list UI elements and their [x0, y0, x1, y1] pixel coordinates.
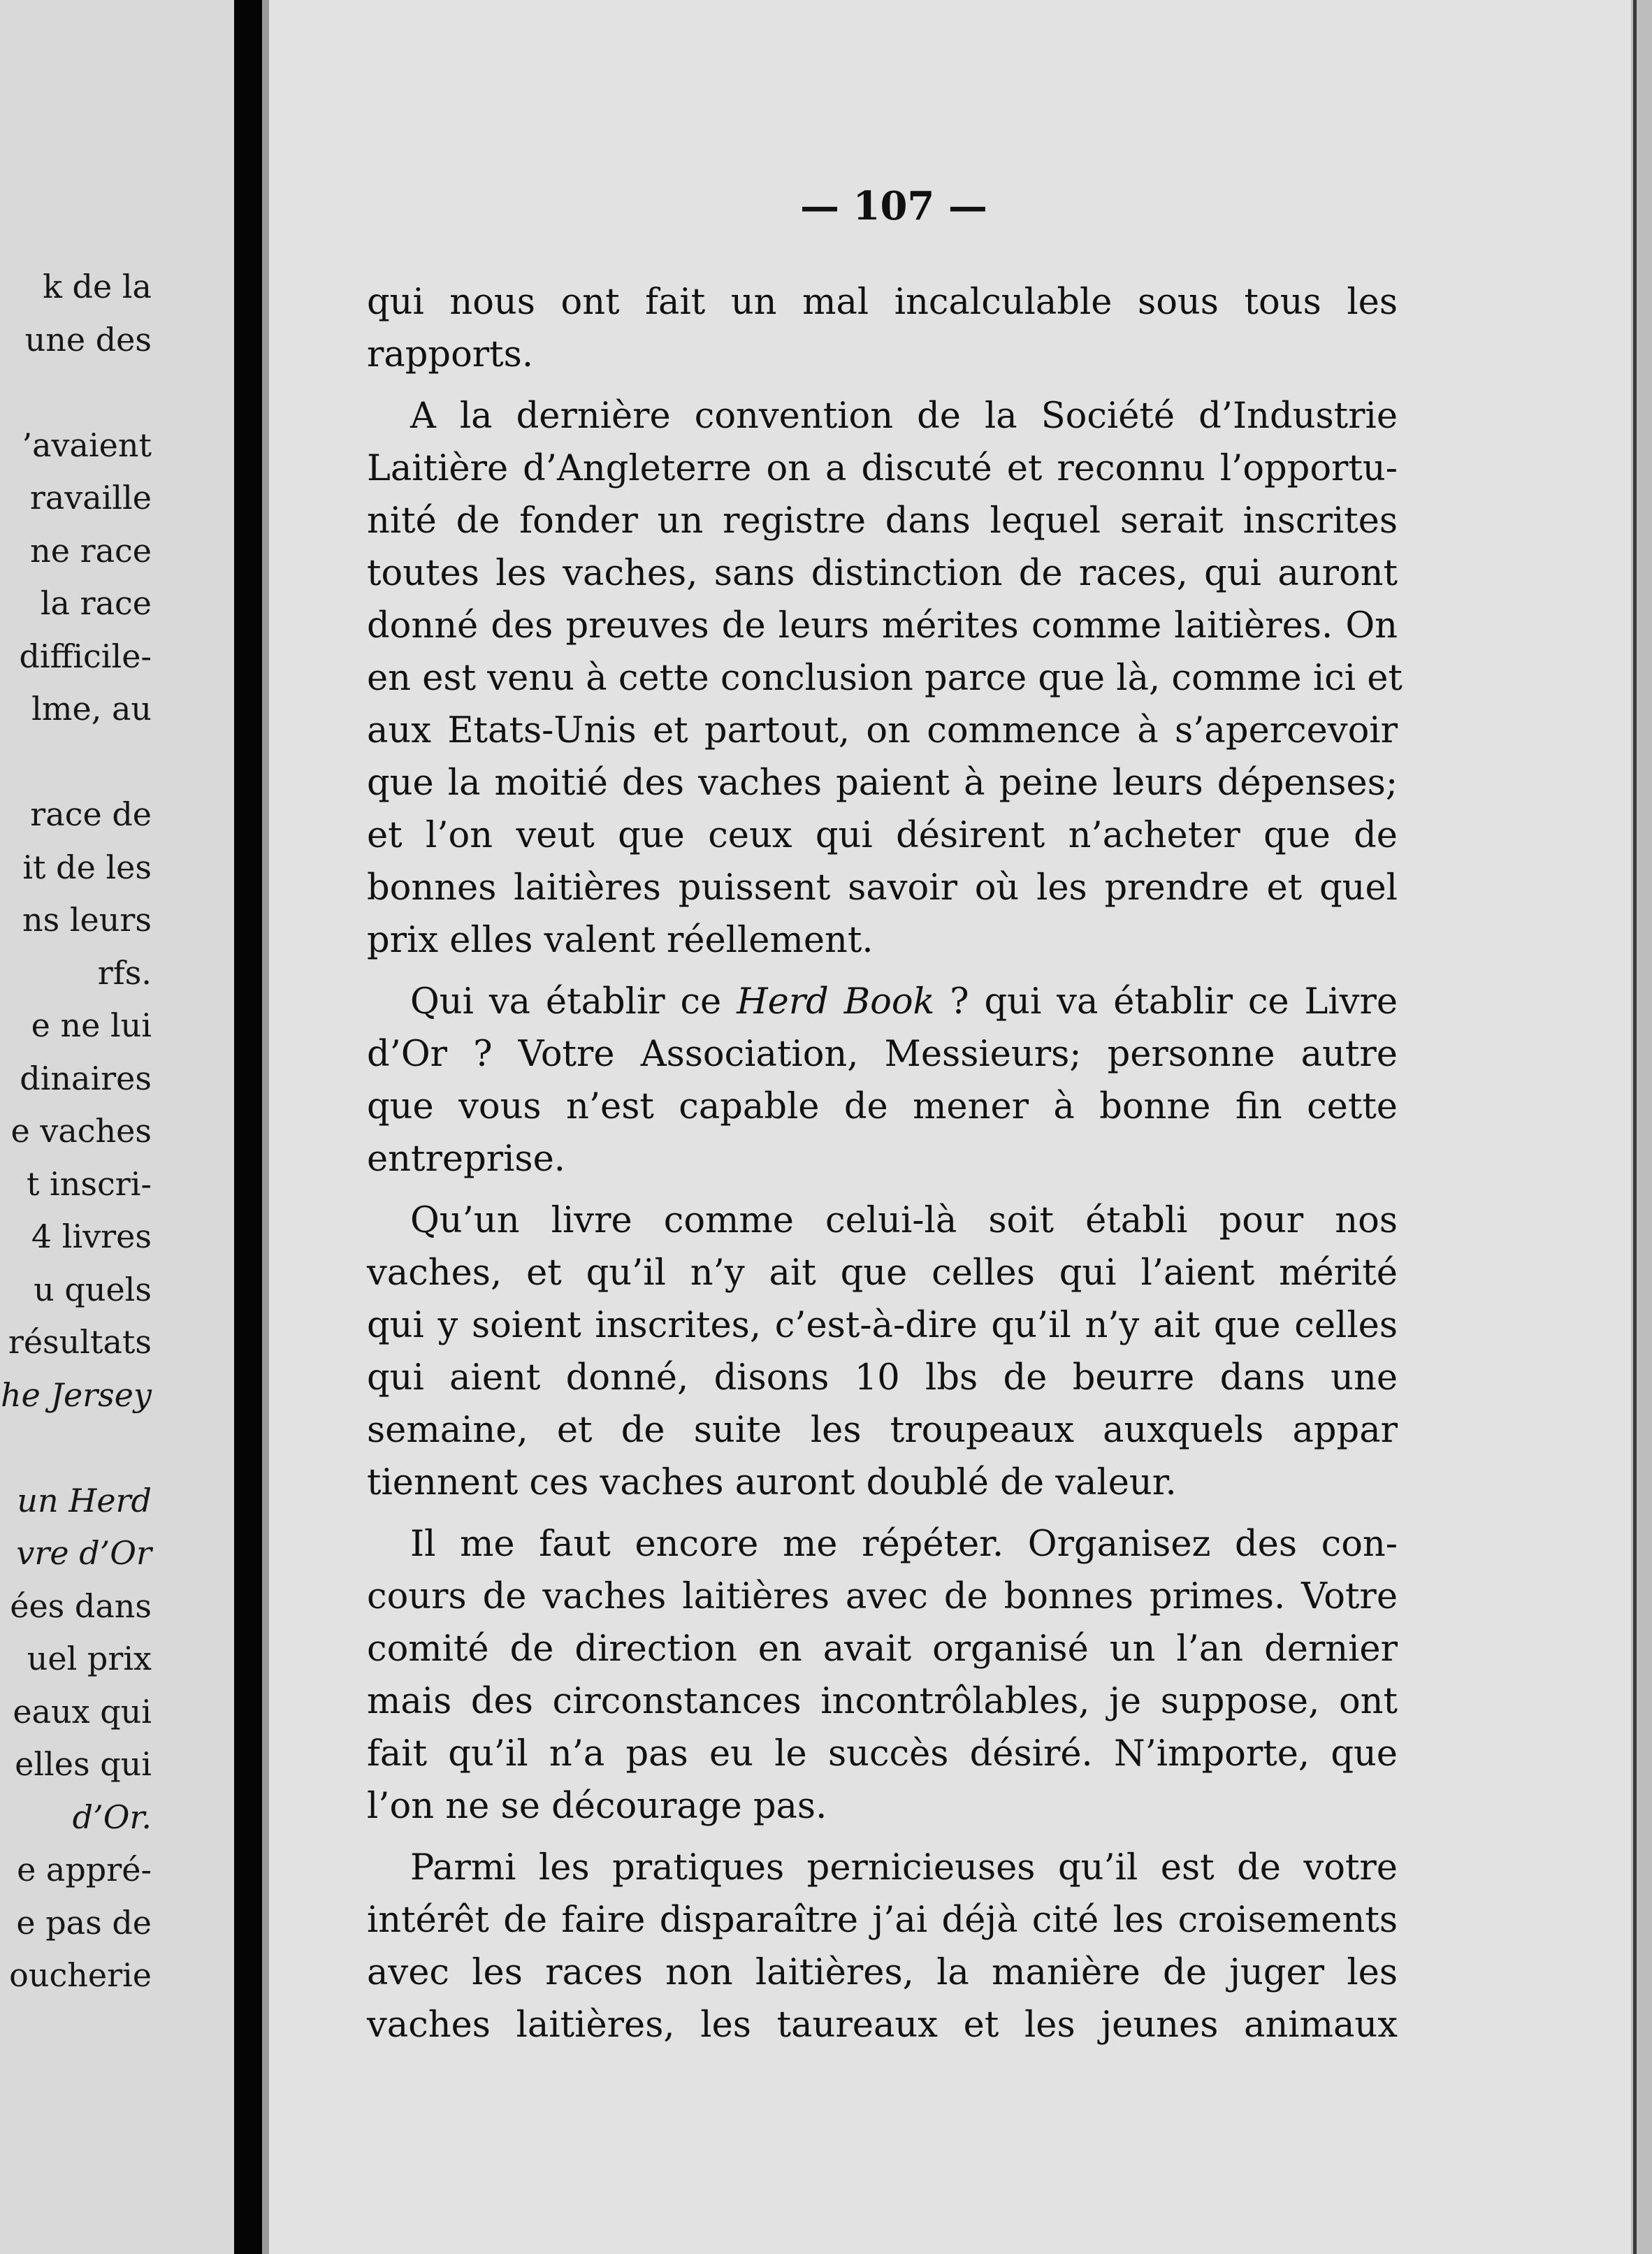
left-page-line: dinaires [20, 1059, 152, 1097]
text-line: que vous n’est capable de mener à bonne fin cette [367, 1086, 1398, 1127]
left-page-line: vre d’Or [16, 1534, 152, 1572]
text-line: que la moitié des vaches paient à peine leurs dépenses; [367, 763, 1398, 804]
left-page-line: he Jersey [1, 1375, 152, 1414]
left-page-line: ées dans [10, 1587, 152, 1625]
page-right-edge-line [1633, 0, 1637, 2254]
text-line: en est venu à cette conclusion parce que là, comme ici et [367, 658, 1403, 699]
left-page-line: 4 livres [31, 1218, 152, 1255]
text-line: rapports. [367, 334, 534, 375]
left-page-line: u quels [34, 1270, 152, 1308]
text-line: toutes les vaches, sans distinction de races, qui auront [367, 553, 1398, 594]
text-line: donné des preuves de leurs mérites comme laitières. On [367, 605, 1398, 646]
left-page-line: un Herd [17, 1481, 152, 1519]
paragraph-2 [367, 390, 1403, 967]
book-gutter-shadow [234, 0, 262, 2254]
paragraph-6 [367, 1842, 1398, 2051]
left-page-line: race de [30, 795, 152, 833]
text-line: et l’on veut que ceux qui désirent n’acheter que de [367, 815, 1398, 856]
text-line: semaine, et de suite les troupeaux auxquels appar [367, 1410, 1398, 1451]
text-line: Laitière d’Angleterre on a discuté et reconnu l’opportu- [367, 448, 1398, 489]
left-page-line: une des [24, 320, 152, 359]
left-page-line: rfs. [97, 953, 152, 992]
left-page-line: lme, au [31, 690, 152, 728]
text-line: intérêt de faire disparaître j’ai déjà cité les croisements [367, 1900, 1398, 1941]
left-page-line: ne race [30, 531, 152, 570]
paragraph-5 [367, 1518, 1398, 1833]
page-number: — 107 — [800, 183, 987, 229]
text-line: bonnes laitières puissent savoir où les prendre et quel [367, 867, 1398, 909]
left-page-line: la race [40, 584, 152, 622]
left-page-line: e appré- [17, 1851, 152, 1888]
text-line-with-italic: Qui va établir ce Herd Book ? qui va établir ce Livre [410, 981, 1398, 1023]
text-line: aux Etats-Unis et partout, on commence à s’apercevoir [367, 710, 1398, 751]
left-page-line: e vaches [10, 1112, 152, 1150]
left-page-line: t inscri- [26, 1164, 152, 1203]
left-page-line: eaux qui [13, 1692, 152, 1731]
text-line: A la dernière convention de la Société d’Industrie [410, 396, 1398, 437]
left-page-line: k de la [43, 268, 152, 305]
left-page-line: résultats [8, 1323, 152, 1361]
text-line: nité de fonder un registre dans lequel serait inscrites [367, 500, 1398, 542]
left-page-line: ns leurs [22, 901, 152, 939]
text-line: qui nous ont fait un mal incalculable sous tous les [367, 282, 1398, 323]
text-line: Parmi les pratiques pernicieuses qu’il est de votre [410, 1847, 1398, 1888]
body-text [367, 276, 1403, 2060]
text-line: cours de vaches laitières avec de bonnes primes. Votre [367, 1576, 1398, 1617]
text-line: l’on ne se décourage pas. [367, 1786, 827, 1827]
text-line: tiennent ces vaches auront doublé de valeur. [367, 1462, 1177, 1503]
left-page-line: e ne lui [31, 1006, 152, 1044]
text-line: Qu’un livre comme celui-là soit établi pour nos [410, 1200, 1398, 1241]
text-line: avec les races non laitières, la manière de juger les [367, 1952, 1398, 1993]
text-line: entreprise. [367, 1139, 565, 1180]
text-line: qui aient donné, disons 10 lbs de beurre dans une [367, 1357, 1398, 1399]
italic-herd-book: Herd Book [737, 981, 935, 1023]
left-page-line: e pas de [16, 1903, 152, 1942]
text-line: comité de direction en avait organisé un l’an dernier [367, 1628, 1398, 1670]
gutter-edge [262, 0, 269, 2254]
text-line: mais des circonstances incontrôlables, je suppose, ont [367, 1681, 1398, 1722]
text-line: vaches, et qu’il n’y ait que celles qui l’aient mérité [367, 1252, 1398, 1294]
text-line: qui y soient inscrites, c’est-à-dire qu’il n’y ait que celles [367, 1305, 1398, 1346]
left-page-line: d’Or. [72, 1798, 152, 1836]
text-line: d’Or ? Votre Association, Messieurs; personne autre [367, 1034, 1398, 1075]
left-page-line: ’avaient [22, 426, 152, 464]
left-page-line: oucherie [9, 1956, 152, 1994]
paragraph-3 [367, 976, 1398, 1185]
left-page-line: ravaille [29, 479, 152, 516]
left-page-line: uel prix [27, 1640, 152, 1677]
left-page-line: difficile- [19, 637, 152, 675]
paragraph-4 [367, 1194, 1398, 1509]
text-line: prix elles valent réellement. [367, 920, 874, 961]
text-line: fait qu’il n’a pas eu le succès désiré. N’importe, que [367, 1733, 1398, 1775]
left-page-line: elles qui [15, 1745, 152, 1783]
paragraph-1 [367, 276, 1398, 381]
text-line: vaches laitières, les taureaux et les jeunes animaux [367, 2004, 1398, 2046]
left-page-fragment [0, 0, 234, 2254]
left-page-line: it de les [22, 848, 152, 886]
text-line: Il me faut encore me répéter. Organisez des con- [410, 1524, 1398, 1565]
